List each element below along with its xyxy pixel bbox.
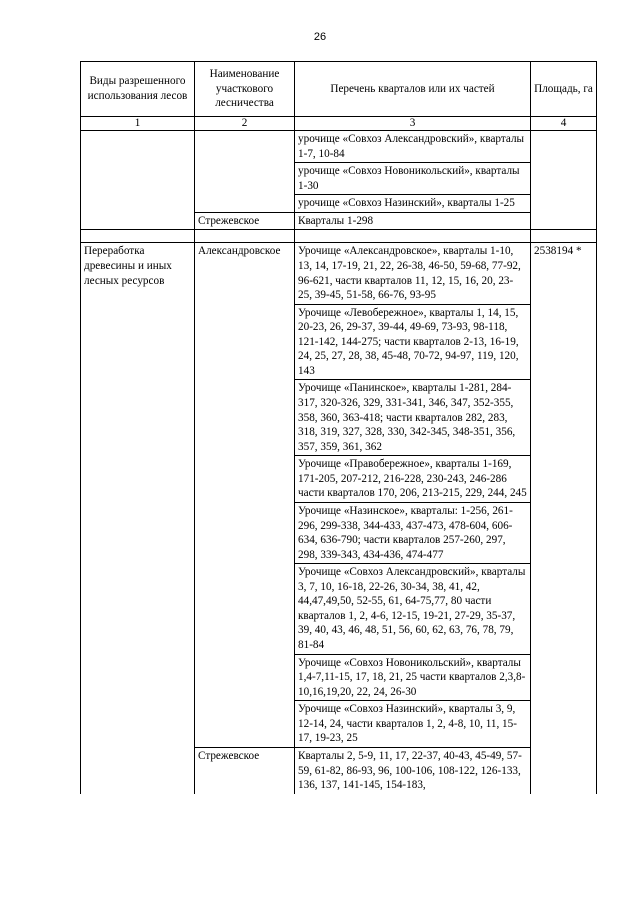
- use-type-cell: [81, 131, 195, 230]
- forestry-cell: Стрежевское: [195, 212, 295, 230]
- col-number-1: 1: [81, 117, 195, 131]
- quarters-cell: урочище «Совхоз Назинский», кварталы 1-25: [295, 195, 531, 213]
- quarters-cell: Кварталы 1-298: [295, 212, 531, 230]
- spacer-cell: [531, 230, 597, 243]
- quarters-cell: Урочище «Левобережное», кварталы 1, 14, 15, 20-23, 26, 29-37, 39-44, 49-69, 73-93, 98-118, 121-142, 144-275; части кварталов 2-13, 16-19, 24, 25, 27, 28, 38, 45-48, 70-72, 94-97, 119, 120, 143: [295, 304, 531, 380]
- forestry-cell: Александровское: [195, 243, 295, 748]
- header-use-type: Виды разрешенного использования лесов: [81, 62, 195, 117]
- quarters-cell: Урочище «Совхоз Александровский», кварталы 3, 7, 10, 16-18, 22-26, 30-34, 38, 41, 42, 44,47,49,50, 52-55, 61, 64-75,77, 80 части кварталов 1, 2, 4-6, 12-15, 19-21, 27-29, 35-37, 39, 40, 43, 46, 48, 51, 56, 60, 62, 63, 76, 78, 79, 81-84: [295, 564, 531, 654]
- quarters-cell: Урочище «Александровское», кварталы 1-10, 13, 14, 17-19, 21, 22, 26-38, 46-50, 59-68, 77-92, 96-621, части кварталов 11, 12, 15, 16, 20, 23-25, 39-45, 51-58, 66-76, 93-95: [295, 243, 531, 304]
- table-row: [81, 131, 597, 163]
- area-cell: [531, 131, 597, 230]
- table-row: [81, 243, 597, 304]
- quarters-cell: Урочище «Совхоз Назинский», кварталы 3, 9, 12-14, 24, части кварталов 1, 2, 4-8, 10, 11, 15-17, 19-23, 25: [295, 701, 531, 748]
- header-area: Площадь, га: [531, 62, 597, 117]
- col-number-4: 4: [531, 117, 597, 131]
- forestry-cell: Стрежевское: [195, 747, 295, 793]
- quarters-cell: Урочище «Назинское», кварталы: 1-256, 261-296, 299-338, 344-433, 437-473, 478-604, 606-634, 636-790; части кварталов 257-260, 297, 298, 339-343, 434-436, 474-477: [295, 502, 531, 563]
- area-cell: 2538194 *: [531, 243, 597, 794]
- spacer-row: [81, 230, 597, 243]
- col-number-2: 2: [195, 117, 295, 131]
- quarters-cell: Урочище «Панинское», кварталы 1-281, 284-317, 320-326, 329, 331-341, 346, 347, 352-355, 358, 360, 363-418; части кварталов 282, 283, 318, 319, 327, 328, 330, 342-345, 348-351, 356, 357, 359, 361, 362: [295, 380, 531, 456]
- spacer-cell: [81, 230, 195, 243]
- table-header-row: [81, 62, 597, 117]
- use-type-cell: Переработка древесины и иных лесных ресурсов: [81, 243, 195, 794]
- column-number-row: [81, 117, 597, 131]
- quarters-cell: Урочище «Совхоз Новоникольский», кварталы 1,4-7,11-15, 17, 18, 21, 25 части кварталов 2,3,8-10,16,19,20, 22, 24, 26-30: [295, 654, 531, 701]
- quarters-cell: урочище «Совхоз Новоникольский», кварталы 1-30: [295, 163, 531, 195]
- quarters-cell: Кварталы 2, 5-9, 11, 17, 22-37, 40-43, 45-49, 57-59, 61-82, 86-93, 96, 100-106, 108-122, 126-133, 136, 137, 141-145, 154-183,: [295, 747, 531, 793]
- quarters-cell: Урочище «Правобережное», кварталы 1-169, 171-205, 207-212, 216-228, 230-243, 246-286 части кварталов 170, 206, 213-215, 229, 244, 245: [295, 456, 531, 503]
- col-number-3: 3: [295, 117, 531, 131]
- forestry-cell: [195, 131, 295, 213]
- spacer-cell: [295, 230, 531, 243]
- spacer-cell: [195, 230, 295, 243]
- quarters-cell: урочище «Совхоз Александровский», кварталы 1-7, 10-84: [295, 131, 531, 163]
- forest-use-table: [80, 61, 597, 794]
- page-number: 26: [313, 31, 327, 43]
- header-quarters-list: Перечень кварталов или их частей: [295, 62, 531, 117]
- header-forestry-name: Наименование участкового лесничества: [195, 62, 295, 117]
